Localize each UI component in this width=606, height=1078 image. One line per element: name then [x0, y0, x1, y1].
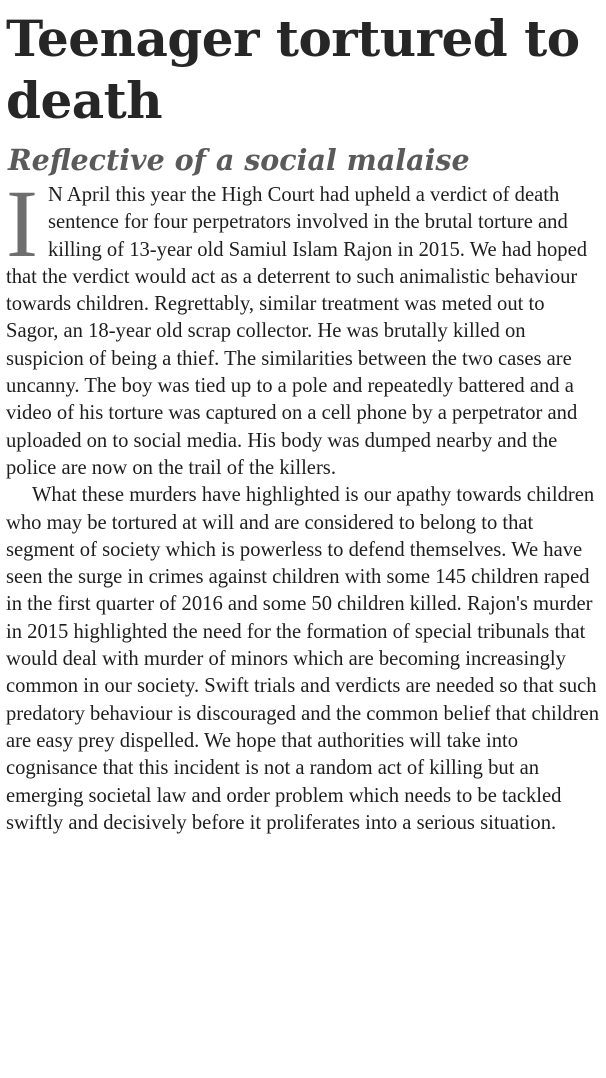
article-subheadline: Reflective of a social malaise [8, 143, 470, 177]
article-body [6, 170, 600, 837]
drop-cap: I [6, 170, 38, 277]
article-paragraph-2: What these murders have highlighted is our apathy towards children who may be tortured at will and are considered to belong to that segment of society which is powerless to defend themselves. We have seen the surge in crimes against children with some 145 children raped in the first quarter of 2016 and some 50 children killed. Rajon's murder in 2015 highlighted the need for the formation of special tribunals that would deal with murder of minors which are becoming increasingly common in our society. Swift trials and verdicts are needed so that such predatory behaviour is discouraged and the common belief that children are easy prey dispelled. We hope that authorities will take into cognisance that this incident is not a random act of killing but an emerging societal law and order problem which needs to be tackled swiftly and decisively before it proliferates into a serious situation. [6, 484, 600, 834]
editorial-article [6, 8, 600, 837]
article-paragraph-1-text: N April this year the High Court had upheld a verdict of death sentence for four perpetrators involved in the brutal torture and killing of 13-year old Samiul Islam Rajon in 2015. We had hoped that the verdict would act as a deterrent to such animalistic behaviour towards children. Regrettably, similar treatment was meted out to Sagor, an 18-year old scrap collector. He was brutally killed on suspicion of being a thief. The similarities between the two cases are uncanny. The boy was tied up to a pole and repeatedly battered and a video of his torture was captured on a cell phone by a perpetrator and uploaded on to social media. His body was dumped nearby and the police are now on the trail of the killers. [6, 184, 588, 479]
article-headline: Teenager tortured to death [6, 9, 580, 130]
article-paragraph-1 [6, 170, 600, 482]
